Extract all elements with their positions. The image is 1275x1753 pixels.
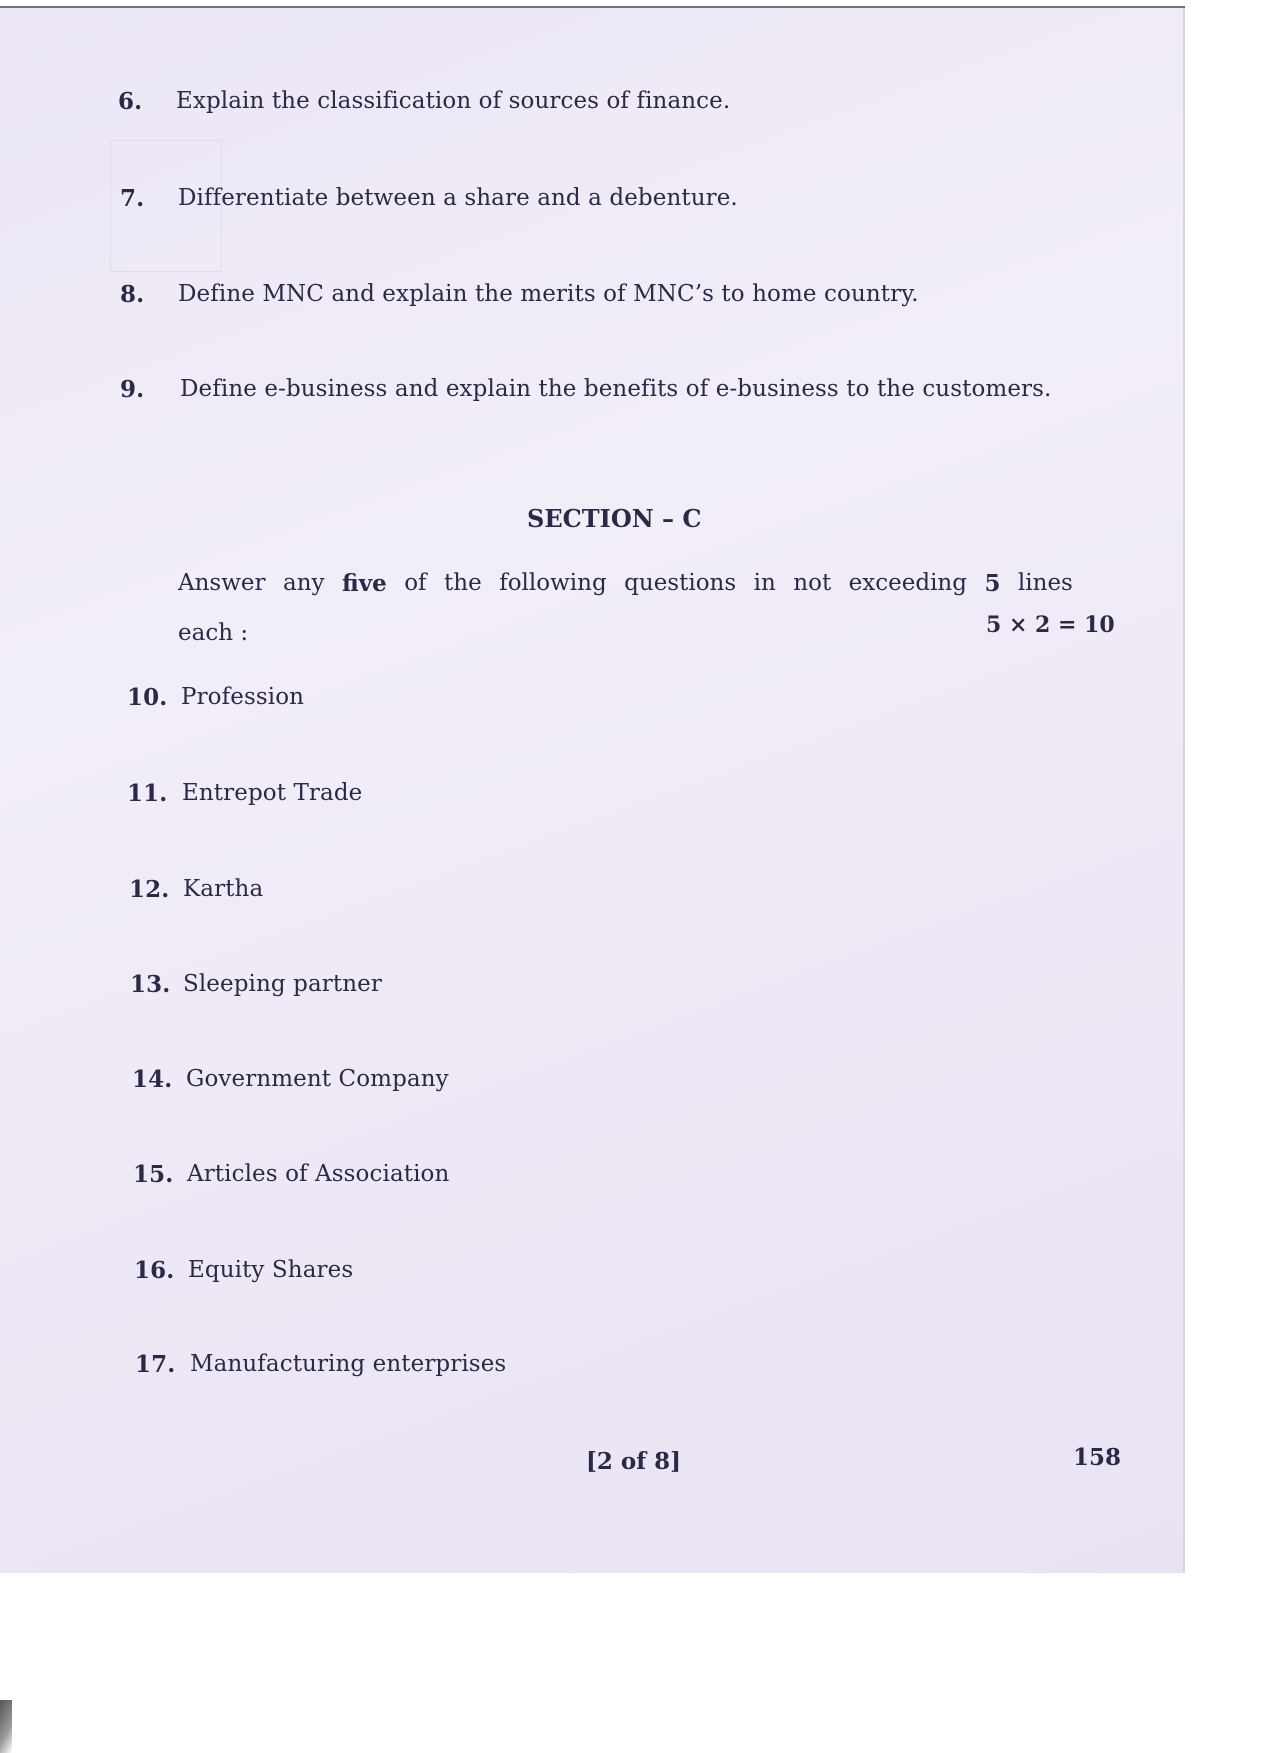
question-text: Articles of Association (187, 1161, 450, 1187)
question-number: 6. (118, 88, 143, 115)
question-number: 12. (129, 876, 170, 903)
question-text: Government Company (186, 1066, 449, 1092)
scan-corner-mark (0, 1700, 12, 1753)
question-text: Define MNC and explain the merits of MNC’s to home country. (178, 281, 919, 307)
section-c-instruction (178, 570, 1073, 597)
question-number: 17. (135, 1351, 176, 1378)
question-text: Sleeping partner (183, 971, 382, 997)
instruction-word: following (499, 570, 607, 596)
question-text: Profession (181, 684, 305, 710)
question-number: 15. (133, 1161, 174, 1188)
instruction-word: exceeding (848, 570, 967, 596)
question-text: Manufacturing enterprises (190, 1351, 507, 1377)
instruction-word-emphasis: 5 (984, 570, 1001, 597)
question-number: 9. (120, 376, 145, 403)
instruction-word: any (283, 570, 325, 596)
section-c-marks: 5 × 2 = 10 (986, 612, 1115, 638)
question-text: Differentiate between a share and a debenture. (178, 185, 738, 211)
question-number: 11. (127, 780, 168, 807)
top-edge-line (0, 6, 1185, 8)
section-c-instruction-end: each : (178, 620, 249, 646)
question-text: Kartha (183, 876, 264, 902)
question-number: 7. (120, 185, 145, 212)
question-number: 16. (134, 1257, 175, 1284)
scan-background (0, 1573, 1275, 1753)
question-text: Explain the classification of sources of finance. (176, 88, 731, 114)
question-number: 14. (132, 1066, 173, 1093)
instruction-word-emphasis: five (342, 570, 387, 597)
question-text: Equity Shares (188, 1257, 354, 1283)
section-c-title: SECTION – C (527, 504, 702, 533)
question-number: 8. (120, 281, 145, 308)
instruction-word: lines (1017, 570, 1073, 596)
question-number: 13. (130, 971, 171, 998)
instruction-word: the (444, 570, 482, 596)
paper-code: 158 (1073, 1444, 1122, 1471)
question-number: 10. (127, 684, 168, 711)
instruction-word: of (404, 570, 427, 596)
question-text: Entrepot Trade (182, 780, 363, 806)
instruction-word: questions (624, 570, 737, 596)
question-text: Define e-business and explain the benefits of e-business to the customers. (180, 376, 1052, 402)
sheet-right-edge (1183, 8, 1185, 1573)
instruction-word: in (753, 570, 776, 596)
instruction-word: not (793, 570, 832, 596)
page-indicator: [2 of 8] (586, 1448, 682, 1475)
instruction-word: Answer (178, 570, 266, 596)
